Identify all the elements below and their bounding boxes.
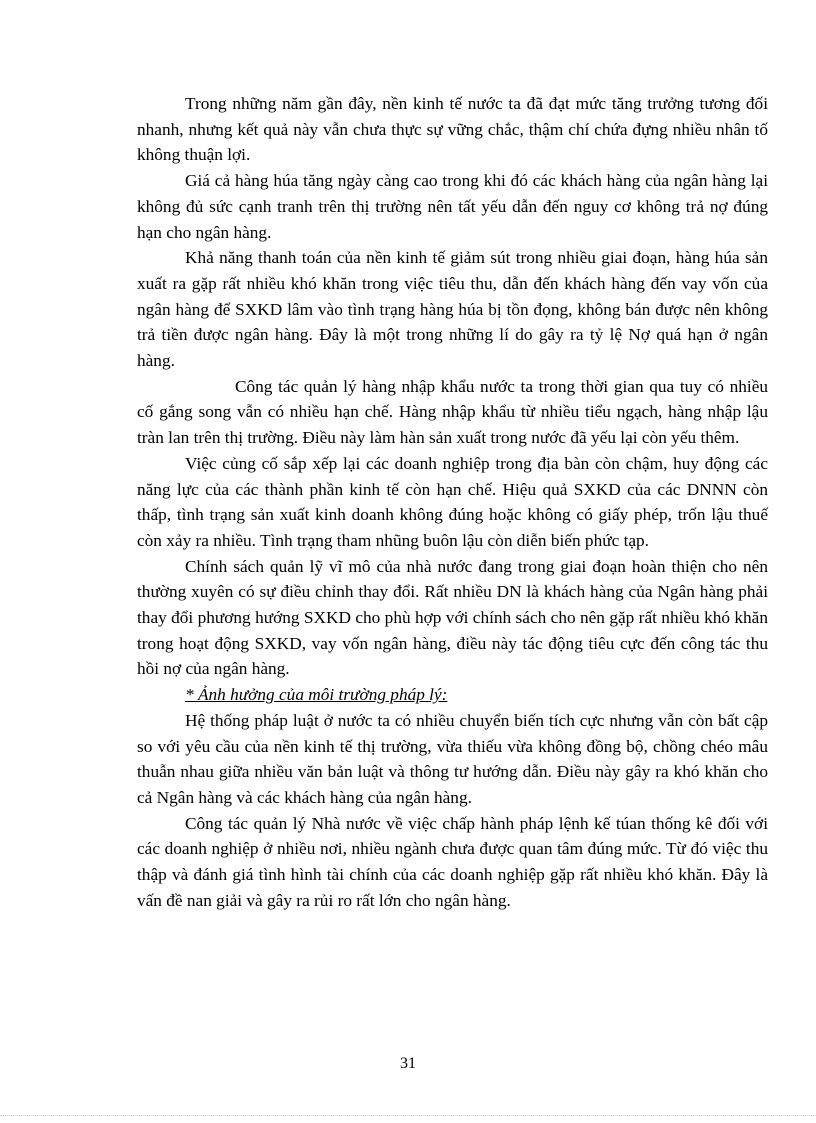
page-bottom-divider: [0, 1115, 816, 1116]
paragraph-macro-policy: Chính sách quản lỹ vĩ mô của nhà nước đang trong giai đoạn hoàn thiện cho nên thường xuyên có sự điều chỉnh thay đổi. Rất nhiều DN là khách hàng của Ngân hàng phải thay đổi phương hướng SXKD cho phù hợp với chính sách cho nên gặp rất nhiều khó khăn trong hoạt động SXKD, vay vốn ngân hàng, điều này tác động tiêu cực đến công tác thu hồi nợ của ngân hàng.: [137, 556, 768, 679]
section-subheading-legal-environment: * Ảnh hưởng của môi trường pháp lý:: [185, 685, 448, 705]
paragraph-economic-growth: Trong những năm gần đây, nền kinh tế nước ta đã đạt mức tăng trưởng tương đối nhanh, nhưng kết quả này vẫn chưa thực sự vững chắc, thậm chí chứa đựng nhiều nhân tố không thuận lợi.: [137, 94, 768, 165]
paragraph-import-management: Công tác quản lý hàng nhập khẩu nước ta trong thời gian qua tuy có nhiều cố gắng song vẫn có nhiều hạn chế. Hàng nhập khẩu từ nhiều tiểu ngạch, hàng nhập lậu tràn lan trên thị trường. Điều này làm hàn sản xuất trong nước đã yếu lại còn yếu thêm.: [137, 376, 768, 448]
paragraph-enterprise-restructuring: Việc củng cố sắp xếp lại các doanh nghiệp trong địa bàn còn chậm, huy động các năng lực của các thành phần kinh tế còn hạn chế. Hiệu quả SXKD của các DNNN còn thấp, tình trạng sản xuất kinh doanh không đúng hoặc không có giấy phép, trốn lậu thuế còn xảy ra nhiều. Tình trạng tham nhũng buôn lậu còn diễn biến phức tạp.: [137, 453, 768, 550]
paragraph-legal-system: Hệ thống pháp luật ở nước ta có nhiều chuyển biến tích cực nhưng vẫn còn bất cập so với yêu cầu của nền kinh tế thị trường, vừa thiếu vừa không đồng bộ, chồng chéo mâu thuẫn nhau giữa nhiều văn bản luật và thông tư hướng dẫn. Điều này gây ra khó khăn cho cả Ngân hàng và các khách hàng của ngân hàng.: [137, 710, 768, 807]
paragraph-commodity-prices: Giá cả hàng húa tăng ngày càng cao trong khi đó các khách hàng của ngân hàng lại không đủ sức cạnh tranh trên thị trường nên tất yếu dẫn đến nguy cơ không trả nợ đúng hạn cho ngân hàng.: [137, 171, 768, 242]
page-number: 31: [400, 1055, 416, 1072]
page-body: [137, 91, 768, 914]
paragraph-payment-capacity: Khả năng thanh toán của nền kinh tế giảm sút trong nhiều giai đoạn, hàng húa sản xuất ra gặp rất nhiều khó khăn trong việc tiêu thu, dẫn đến khách hàng đến vay vốn của ngân hàng để SXKD lâm vào tình trạng hàng húa bị tồn đọng, không bán được nên không trả tiền được ngân hàng. Đây là một trong những lí do gây ra tỷ lệ Nợ quá hạn ở ngân hàng.: [137, 248, 768, 371]
paragraph-accounting-regulation: Công tác quản lý Nhà nước về việc chấp hành pháp lệnh kế túan thống kê đối với các doanh nghiệp ở nhiều nơi, nhiều ngành chưa được quan tâm đúng mức. Từ đó việc thu thập và đánh giá tình hình tài chính của các doanh nghiệp gặp rất nhiều khó khăn. Đây là vấn đề nan giải và gây ra rủi ro rất lớn cho ngân hàng.: [137, 813, 768, 910]
